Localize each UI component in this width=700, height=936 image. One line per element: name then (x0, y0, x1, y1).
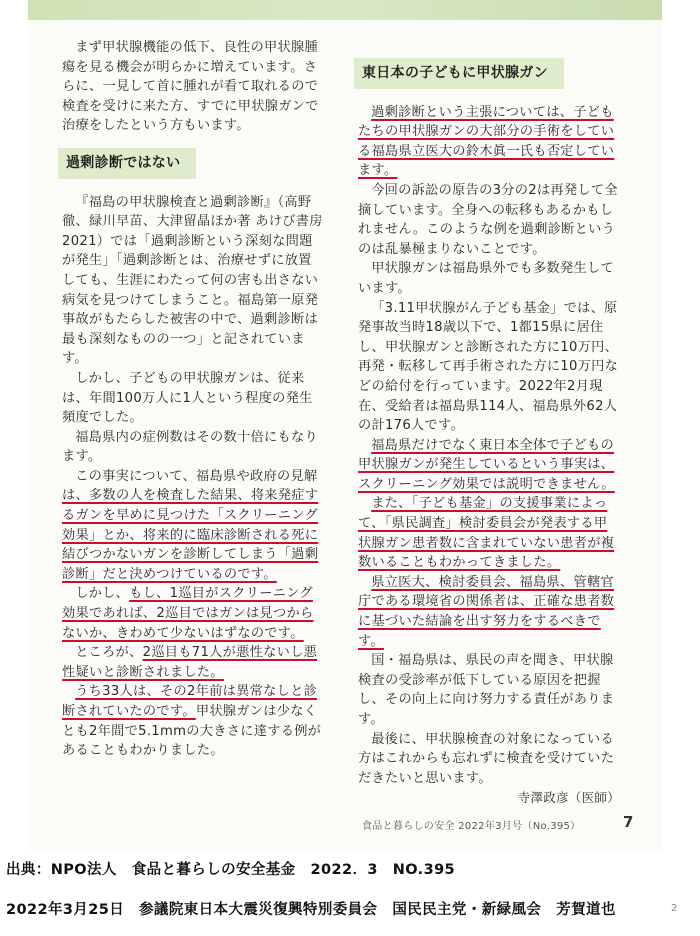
text-run: ところが、 (75, 645, 143, 661)
paragraph (358, 103, 620, 181)
slide-page-number: 2 (671, 903, 678, 914)
author-signature: 寺澤政彦（医師） (517, 790, 620, 806)
magazine-page-number: 7 (623, 813, 634, 831)
paragraph: しかし、子どもの甲状腺ガンは、従来は、年間100万人に1人という程度の発生頻度でした。 (62, 370, 313, 426)
paragraph (358, 494, 620, 572)
heading-box (358, 38, 620, 103)
underlined-text: は、多数の人を検査した結果、将来発症するガンを早めに見つけた「スクリーニング効果」とか、将来的に臨床診断される死に結びつかないガンを診断してしまう「過剰診断」だと決めつけているのです。 (62, 488, 319, 582)
underlined-text: うち33人は、その2年前は異常なしと診断されていたのです。 (62, 684, 318, 719)
committee-line: 2022年3月25日 参議院東日本大震災復興特別委員会 国民民主党・新緑風会 芳賀道也 (6, 902, 616, 918)
paragraph: 国・福島県は、県民の声を聞き、甲状腺検査の受診率が低下している原因を把握し、その向上に向け努力する責任があります。 (358, 653, 615, 727)
paragraph (62, 467, 324, 585)
right-column (358, 38, 620, 809)
paragraph: 甲状腺ガンは福島県外でも多数発生しています。 (358, 261, 614, 296)
paragraph (358, 573, 620, 651)
text-run: 甲状腺ガンは少なくとも2年間で5.1mmの大きさに達する例があることもわかりました。 (62, 704, 322, 759)
magazine-footer: 食品と暮らしの安全 2022年3月号（No.395） (362, 821, 581, 832)
paragraph (62, 643, 324, 682)
underlined-text: 2巡目も71人が悪性ないし悪性疑いと診断されました。 (62, 645, 318, 680)
signature-line (358, 788, 620, 809)
paragraph (62, 682, 324, 760)
heading-box (62, 136, 324, 193)
underlined-text: 福島県だけでなく東日本全体で子どもの甲状腺ガンが発生しているという事実は、スクリーニング効果では説明できません。 (358, 437, 615, 492)
top-color-band (28, 0, 662, 20)
paragraph: 今回の訴訟の原告の3分の2は再発して全摘しています。全身への転移もあるかもしれません。このような例を過剰診断というのは乱暴極まりないことです。 (358, 182, 618, 257)
underlined-text: もし、1巡目がスクリーニング効果であれば、2巡目ではガンは見つからないか、きわめて少ないはずなのです。 (62, 586, 314, 641)
underlined-text: また、「子ども基金」の支援事業によって、「県民調査」検討委員会が発表する甲状腺ガン患者数に含まれていない患者が複数いることもわかってきました。 (358, 496, 615, 571)
paragraph (358, 436, 620, 495)
section-heading-overdiagnosis: 過剰診断ではない (62, 148, 190, 179)
underlined-text: 過剰診断という主張については、子どもたちの甲状腺ガンの大部分の手術をしている福島県立医大の鈴木眞一氏も否定しています。 (358, 104, 615, 179)
paragraph: 『福島の甲状腺検査と過剰診断』（高野徹、緑川早苗、大津留晶ほか著 あけび書房 2021）では「過剰診断という深刻な問題が発生」「過剰診断とは、治療せずに放置しても、生涯にわたって何の害も出さない病気を見つけてしまうこと。福島第一原発事故がもたらした被害の中で、過剰診断は最も深刻なものの一つ」と記されています。 (62, 194, 323, 367)
paragraph: 最後に、甲状腺検査の対象になっている方はこれからも忘れずに検査を受けていただきたいと思います。 (358, 731, 615, 786)
underlined-text: 県立医大、検討委員会、福島県、管轄官庁である環境省の関係者は、正確な患者数に基づいた結論を出す努力をするべきです。 (358, 574, 615, 649)
paragraph: 福島県内の症例数はその数十倍にもなります。 (62, 429, 318, 465)
section-heading-east-japan: 東日本の子どもに甲状腺ガン (358, 58, 558, 89)
text-run: しかし、 (75, 586, 130, 602)
source-line: 出典：NPO法人 食品と暮らしの安全基金 2022．3 NO.395 (6, 862, 456, 878)
paragraph: 「3.11甲状腺がん子ども基金」では、原発事故当時18歳以下で、1都15県に居住し、甲状腺ガンと診断された方に10万円、再発・転移して再手術された方に10万円などの給付を行っています。2022年2月現在、受給者は福島県114人、福島県外62人の計176人です。 (358, 300, 619, 434)
left-column (62, 38, 324, 761)
text-run: この事実について、福島県や政府の見解 (75, 468, 318, 484)
paragraph (62, 584, 324, 643)
intro-paragraph: まず甲状腺機能の低下、良性の甲状腺腫瘍を見る機会が明らかに増えています。さらに、一見して首に腫れが看て取れるので検査を受けに来た方、すでに甲状腺ガンで治療をしたという方もいます。 (62, 40, 319, 134)
